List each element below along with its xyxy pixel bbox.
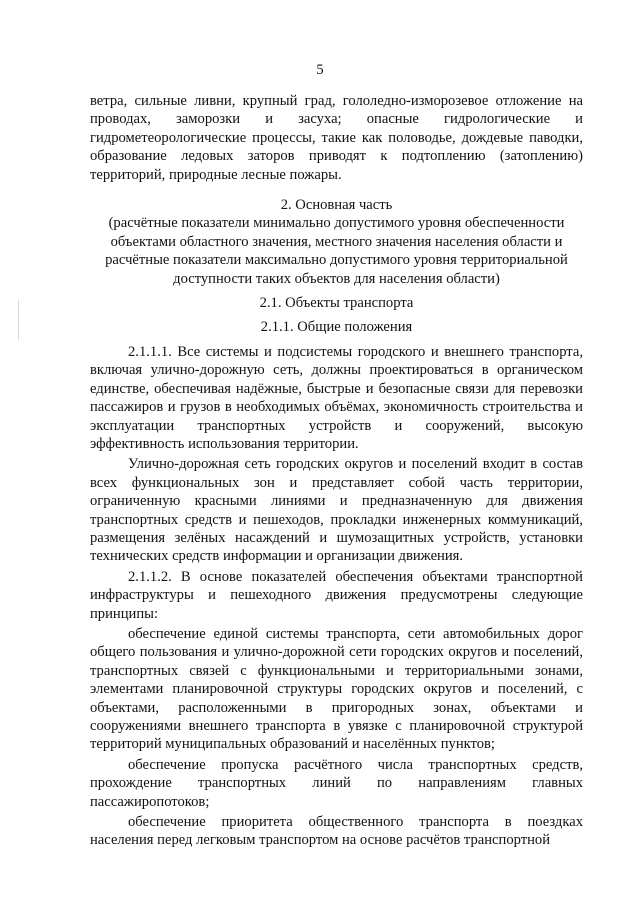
list-item-public-transport-priority: обеспечение приоритета общественного транспорта в поездках населения перед легковым транспортом на основе расчётов транспортной xyxy=(90,814,583,849)
paragraph-2-1-1-1: 2.1.1.1. Все системы и подсистемы городского и внешнего транспорта, включая улично-дорожную сеть, должны проектироваться в органическом единстве, обеспечивая надёжные, быстрые и безопасные связи для перевозки пассажиров и грузов в необходимых объёмах, экономичность строительства и эксплуатации транспортных устройств и сооружений, высокую эффективность использования территории. xyxy=(90,343,583,452)
scan-artifact xyxy=(18,300,19,340)
subsubsection-title: 2.1.1. Общие положения xyxy=(260,319,413,336)
paragraph-road-network: Улично-дорожная сеть городских округов и поселений входит в состав всех функциональных зон и представляет собой часть территории, ограниченную красными линиями и предназначенную для движения транспортных средств и пешеходов, прокладки инженерных коммуникаций, размещения зелёных насаждений и шумозащитных устройств, установки технических средств информации и организации движения. xyxy=(90,456,583,565)
intro-paragraph: ветра, сильные ливни, крупный град, гололедно-изморозевое отложение на проводах, заморозки и засуха; опасные гидрологические и гидрометеорологические процессы, такие как половодье, дождевые паводки, образование ледовых заторов приводят к подтоплению (затоплению) территорий, природные лесные пожары. xyxy=(90,93,583,183)
page-number: 5 xyxy=(316,62,324,78)
list-item-throughput: обеспечение пропуска расчётного числа транспортных средств, прохождение транспортных линий по направлениям главных пассажиропотоков; xyxy=(90,756,583,810)
section-title: 2. Основная часть xyxy=(280,197,393,214)
list-item-unified-system: обеспечение единой системы транспорта, сети автомобильных дорог общего пользования и улично-дорожной сети городских округов и поселений, транспортных связей с функциональными и территориальными зонами, элементами планировочной структуры городских округов и поселений, с объектами, расположенными в пригородных зонах, объектами и сооружениями внешнего транспорта в увязке с планировочной структурой территорий муниципальных образований и населённых пунктов; xyxy=(90,625,583,753)
paragraph-2-1-1-2: 2.1.1.2. В основе показателей обеспечения объектами транспортной инфраструктуры и пешеходного движения предусмотрены следующие принципы: xyxy=(90,568,583,622)
section-subtitle: (расчётные показатели минимально допустимого уровня обеспеченности объектами областного значения, местного значения населения области и расчётные показатели максимально допустимого уровня территориальной доступности таких объектов для населения области) xyxy=(105,215,568,287)
subsection-title: 2.1. Объекты транспорта xyxy=(259,295,414,312)
document-body xyxy=(90,92,583,850)
